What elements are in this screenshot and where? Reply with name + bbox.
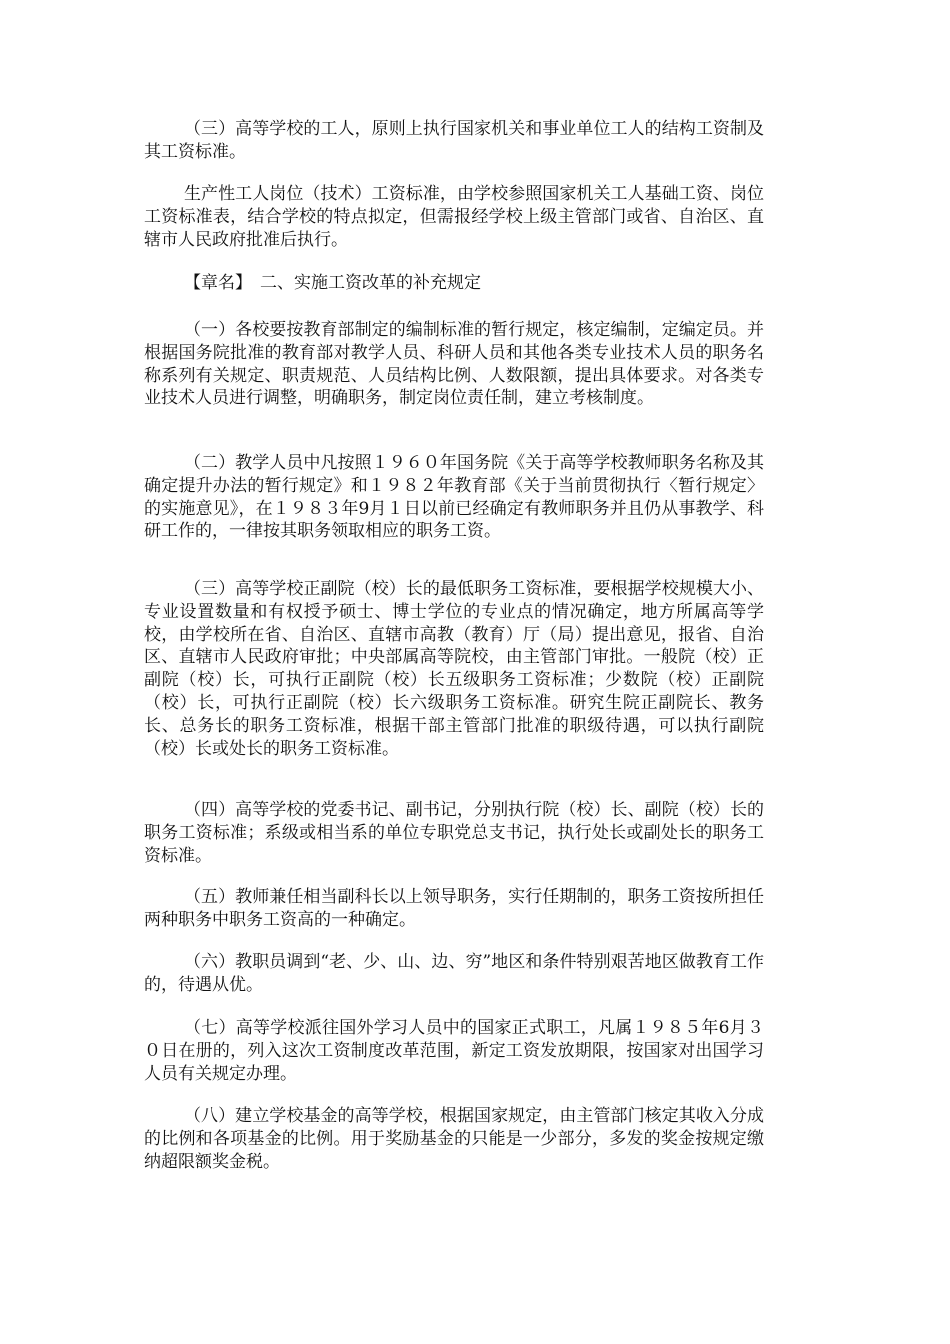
paragraph-concurrent-posts: （五）教师兼任相当副科长以上领导职务，实行任期制的，职务工资按所担任两种职务中职务工资高的一种确定。 <box>144 887 764 930</box>
paragraph-president-wage-standards: （三）高等学校正副院（校）长的最低职务工资标准，要根据学校规模大小、专业设置数量和有权授予硕士、博士学位的专业点的情况确定，地方所属高等学校，由学校所在省、自治区、直辖市高教（教育）厅（局）提出意见，报省、自治区、直辖市人民政府审批；中央部属高等院校，由主管部门审批。一般院（校）正副院（校）长，可执行正副院（校）长五级职务工资标准；少数院（校）正副院（校）长，可执行正副院（校）长六级职务工资标准。研究生院正副院长、教务长、总务长的职务工资标准，根据干部主管部门批准的职级待遇，可以执行副院（校）长或处长的职务工资标准。 <box>144 579 764 759</box>
chapter-heading <box>144 272 764 295</box>
chapter-label: 【章名】 <box>184 273 252 293</box>
paragraph-school-fund: （八）建立学校基金的高等学校，根据国家规定，由主管部门核定其收入分成的比例和各项基金的比例。用于奖励基金的只能是一少部分，多发的奖金按规定缴纳超限额奖金税。 <box>144 1106 764 1172</box>
paragraph-workers-wage-system: （三）高等学校的工人，原则上执行国家机关和事业单位工人的结构工资制及其工资标准。 <box>144 119 764 162</box>
chapter-title: 二、实施工资改革的补充规定 <box>260 273 481 293</box>
paragraph-overseas-study-staff: （七）高等学校派往国外学习人员中的国家正式职工，凡属１９８５年6月３０日在册的，列入这次工资制度改革范围，新定工资发放期限，按国家对出国学习人员有关规定办理。 <box>144 1018 764 1084</box>
paragraph-staffing-standards: （一）各校要按教育部制定的编制标准的暂行规定，核定编制，定编定员。并根据国务院批准的教育部对教学人员、科研人员和其他各类专业技术人员的职务名称系列有关规定、职责规范、人员结构比例、人数限额，提出具体要求。对各类专业技术人员进行调整，明确职务，制定岗位责任制，建立考核制度。 <box>144 320 764 409</box>
paragraph-production-workers-wage: 生产性工人岗位（技术）工资标准，由学校参照国家机关工人基础工资、岗位工资标准表，结合学校的特点拟定，但需报经学校上级主管部门或省、自治区、直辖市人民政府批准后执行。 <box>144 184 764 250</box>
paragraph-party-secretary-wages: （四）高等学校的党委书记、副书记，分别执行院（校）长、副院（校）长的职务工资标准；系级或相当系的单位专职党总支书记，执行处长或副处长的职务工资标准。 <box>144 800 764 866</box>
paragraph-remote-areas: （六）教职员调到“老、少、山、边、穷”地区和条件特别艰苦地区做教育工作的，待遇从优。 <box>144 952 764 995</box>
paragraph-teacher-positions: （二）教学人员中凡按照１９６０年国务院《关于高等学校教师职务名称及其确定提升办法的暂行规定》和１９８２年教育部《关于当前贯彻执行〈暂行规定〉的实施意见》，在１９８３年9月１日以前已经确定有教师职务并且仍从事教学、科研工作的，一律按其职务领取相应的职务工资。 <box>144 453 764 542</box>
